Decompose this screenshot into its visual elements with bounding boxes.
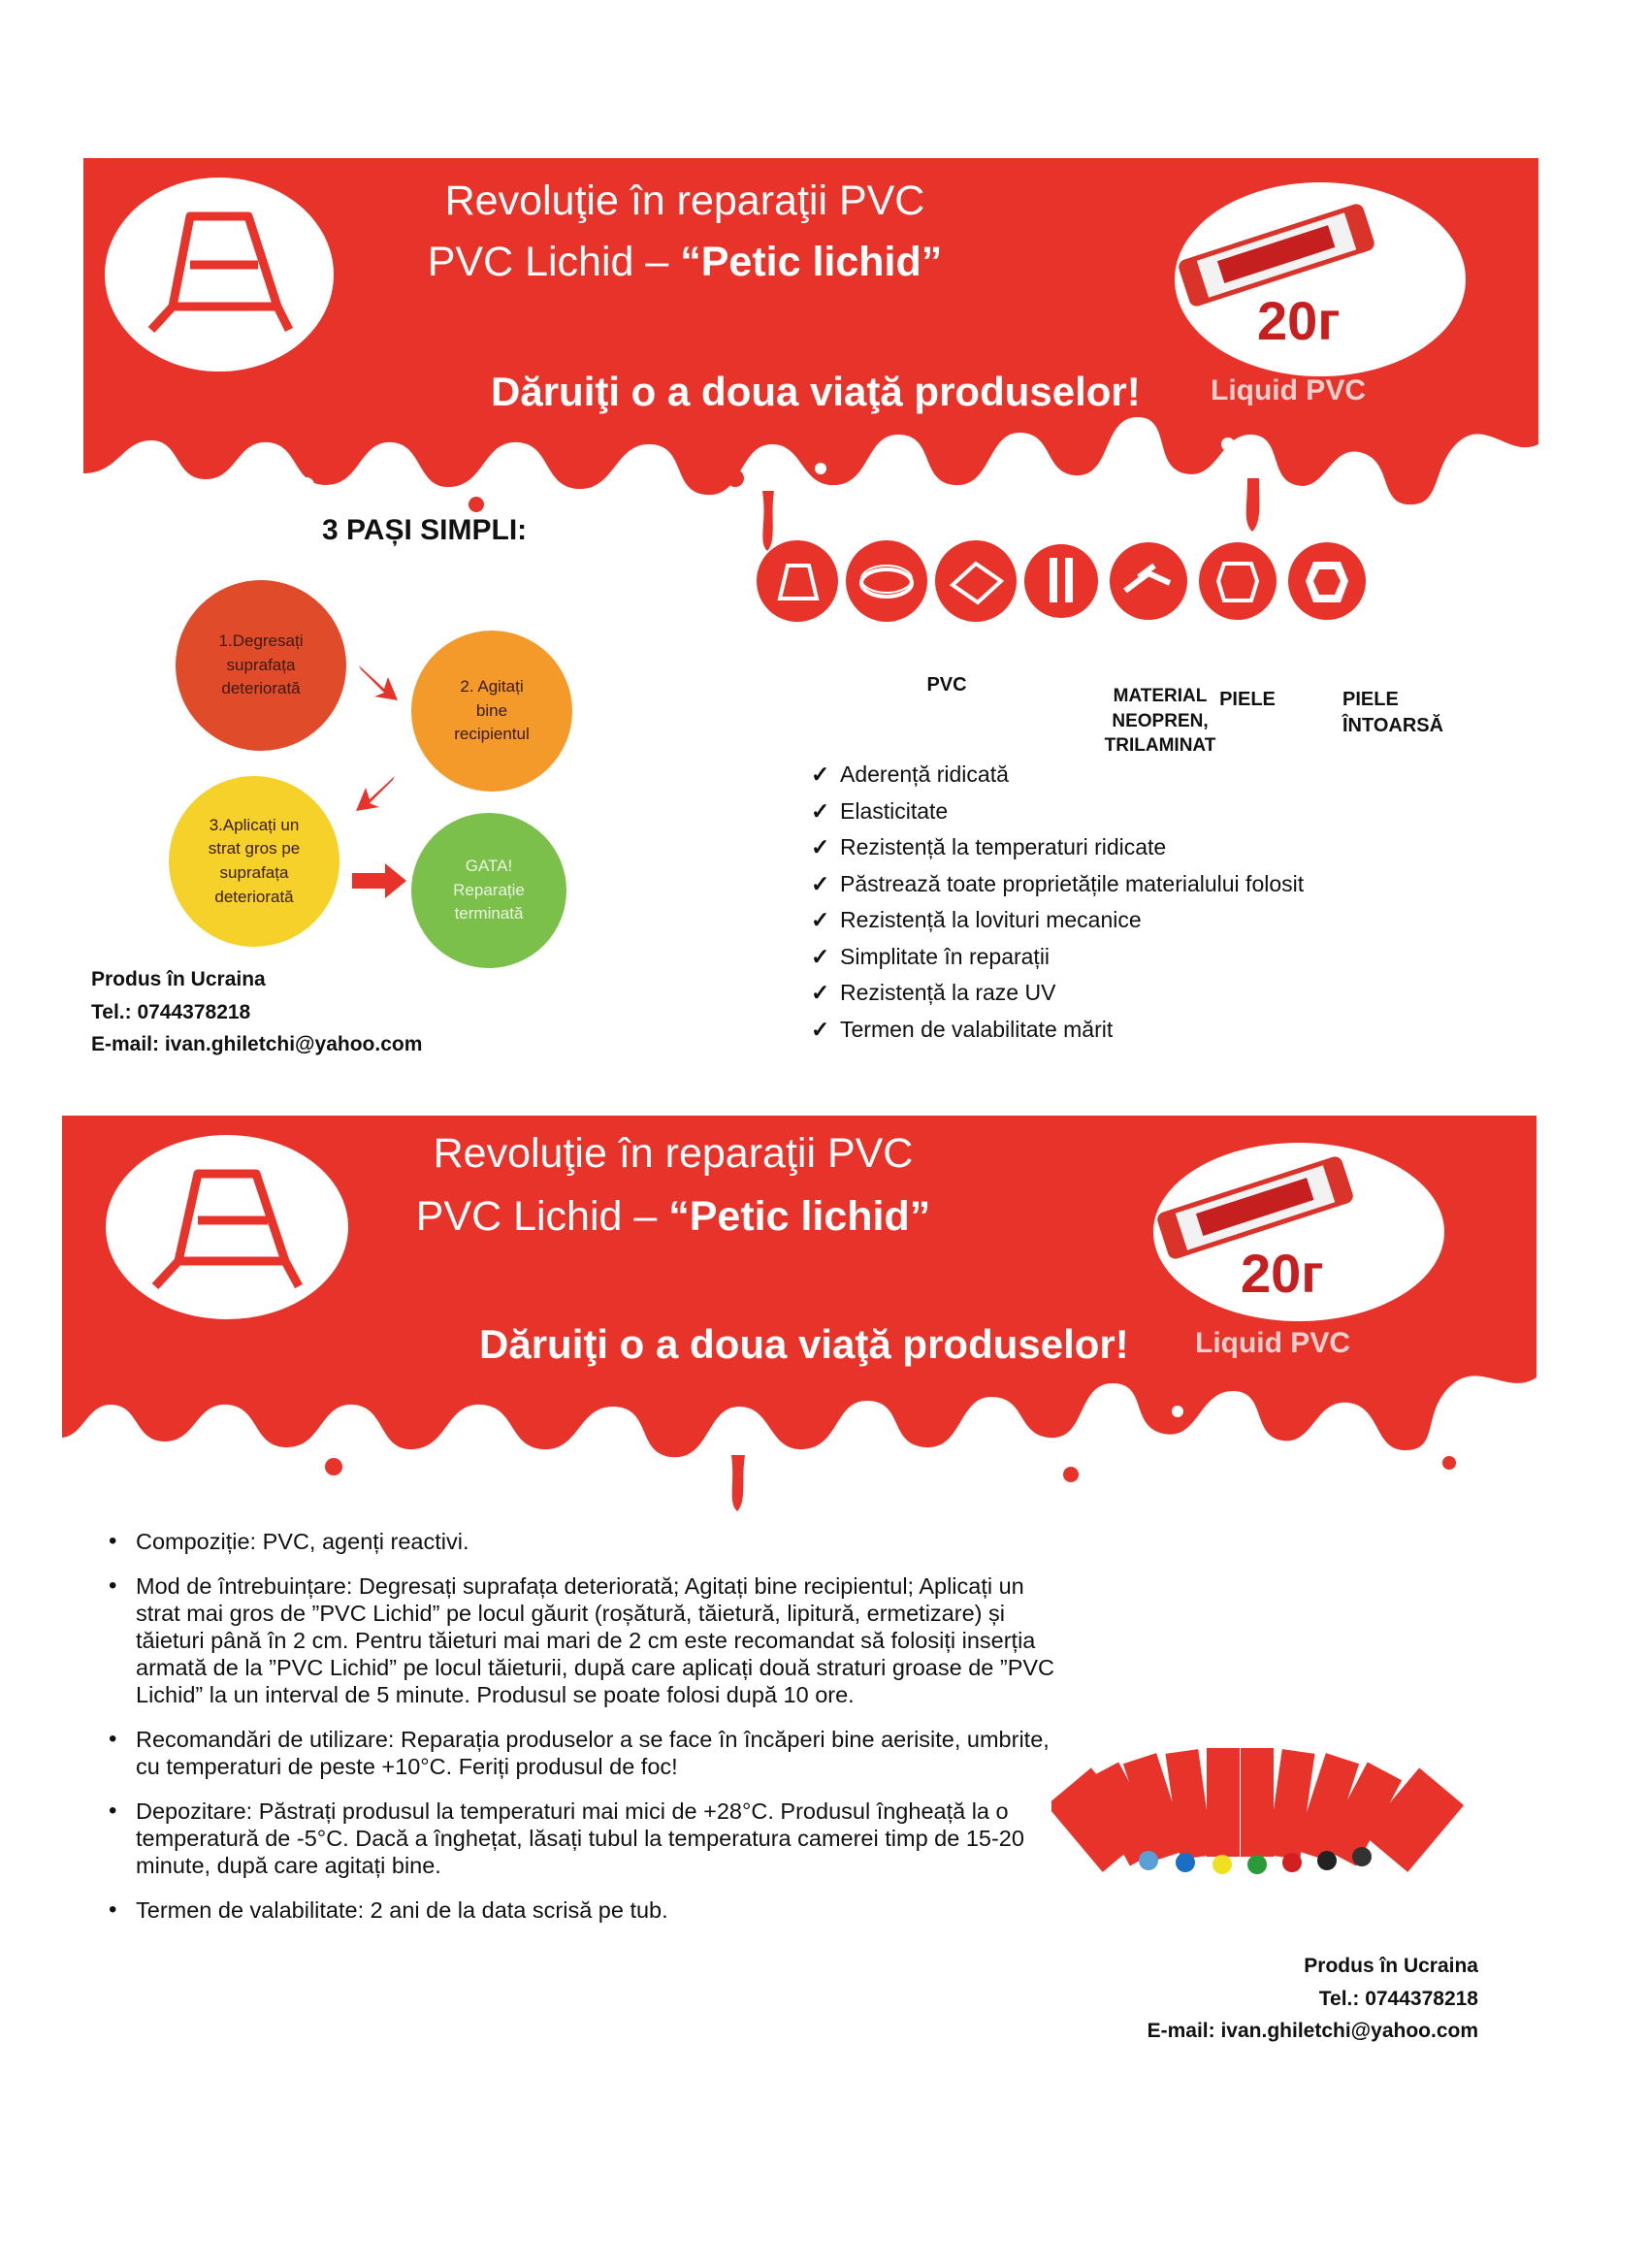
leather-icon — [1199, 542, 1277, 620]
product-info-list — [101, 1528, 1071, 1941]
banner-tagline: Dăruiţi o a doua viaţă produselor! — [479, 1321, 1129, 1367]
benefit-item: ✓ Păstrează toate proprietățile materialului folosit — [811, 866, 1304, 903]
phone-text: Tel.: 0744378218 — [1318, 1987, 1478, 2010]
benefit-item: ✓ Rezistență la raze UV — [811, 975, 1304, 1012]
email-text: E-mail: ivan.ghiletchi@yahoo.com — [1147, 2020, 1478, 2043]
step-2-circle — [411, 631, 572, 792]
benefit-item: ✓ Termen de valabilitate mărit — [811, 1012, 1304, 1049]
step-4-text: GATA! Reparație terminată — [453, 857, 525, 923]
product-weight: 20г — [1241, 1243, 1324, 1304]
benefit-item: ✓ Rezistență la lovituri mecanice — [811, 902, 1304, 939]
banner-title: Revoluţie în reparaţii PVC — [444, 178, 925, 224]
product-label: Liquid PVC — [1211, 374, 1366, 406]
banner-title: Revoluţie în reparaţii PVC — [433, 1130, 914, 1177]
banner-tagline: Dăruiţi o a doua viaţă produselor! — [491, 369, 1141, 414]
banner-subtitle: PVC Lichid – “Petic lichid” — [415, 1193, 931, 1240]
contact-block — [1148, 1950, 1478, 2048]
step-1-text: 1.Degresați suprafața deteriorată — [218, 632, 304, 698]
arrow-left-down-icon — [350, 766, 399, 815]
benefits-list — [811, 757, 1304, 1048]
step-1-circle — [176, 580, 346, 751]
info-storage: • Depozitare: Păstrați produsul la temperaturi mai mici de +28°C. Produsul îngheață la o temperatură de -5°C. Dacă a înghețat, lăsați tubul la temperatura camerei timp de 15-20 minute, după care agitați bine. — [101, 1798, 1071, 1879]
product-weight: 20г — [1257, 290, 1341, 351]
waders-icon — [1024, 544, 1098, 618]
contact-block — [91, 963, 422, 1061]
material-icons-row — [753, 536, 1509, 633]
benefit-item: ✓ Rezistență la temperaturi ridicate — [811, 829, 1304, 866]
benefit-item: ✓ Simplitate în reparații — [811, 939, 1304, 976]
diver-icon — [1110, 542, 1187, 620]
banner-subtitle: PVC Lichid – “Petic lichid” — [427, 239, 943, 285]
info-recommendations: • Recomandări de utilizare: Reparația produselor a se face în încăperi bine aerisite, umbrite, cu temperaturi de peste +10°C. Feriți produsul de foc! — [101, 1726, 1071, 1780]
info-composition: • Compoziție: PVC, agenți reactivi. — [101, 1528, 1071, 1555]
mattress-icon — [935, 540, 1017, 622]
info-usage: • Mod de întrebuințare: Degresați suprafața deteriorată; Agitați bine recipientul; Aplicați un strat mai gros de ”PVC Lichid” pe locul găurit (roșătură, tăietură, lipitură, ermetizare) și tăieturi până în 2 cm. Pentru tăieturi mai mari de 2 cm este recomandat să folosiți inserția armată de la ”PVC Lichid” pe locul tăieturii, după care aplicați două straturi groase de ”PVC Lichid” la un interval de 5 minute. Produsul se poate folosi după 10 ore. — [101, 1572, 1071, 1708]
email-text: E-mail: ivan.ghiletchi@yahoo.com — [91, 1033, 423, 1056]
pool-icon — [846, 540, 927, 622]
arrow-right-icon — [350, 861, 408, 900]
steps-title: 3 PAȘI SIMPLI: — [322, 514, 528, 546]
benefit-item: ✓ Aderență ridicată — [811, 757, 1304, 794]
label-leather: PIELE — [1219, 689, 1276, 710]
label-pvc: PVC — [926, 674, 967, 696]
step-3-text: 3.Aplicați un strat gros pe suprafața deteriorată — [208, 815, 301, 906]
suede-icon — [1288, 542, 1366, 620]
info-shelf-life: • Termen de valabilitate: 2 ani de la data scrisă pe tub. — [101, 1896, 1071, 1924]
step-2-text: 2. Agitați bine recipientul — [454, 677, 530, 744]
flyer-card-bottom — [62, 1116, 1536, 2105]
origin-text: Produs în Ucraina — [1304, 1955, 1478, 1977]
label-suede: PIELE ÎNTOARSĂ — [1342, 689, 1444, 736]
benefit-item: ✓ Elasticitate — [811, 794, 1304, 830]
arrow-right-down-icon — [355, 656, 404, 704]
product-tubes-fan-icon — [1051, 1717, 1488, 1892]
step-4-circle — [411, 813, 566, 968]
step-3-circle — [169, 776, 340, 947]
inflatable-boat-icon — [757, 540, 838, 622]
product-label: Liquid PVC — [1195, 1327, 1350, 1359]
origin-text: Produs în Ucraina — [91, 968, 266, 990]
phone-text: Tel.: 0744378218 — [91, 1000, 251, 1023]
flyer-card-top — [83, 124, 1538, 1094]
label-neoprene: MATERIAL NEOPREN, TRILAMINAT — [1104, 686, 1216, 757]
